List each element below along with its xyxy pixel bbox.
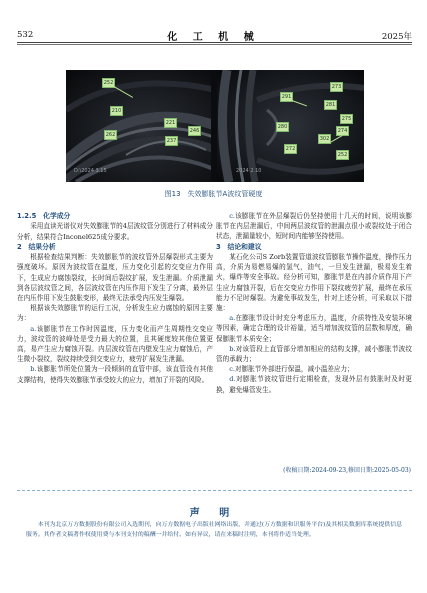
left-column [17, 211, 213, 385]
hardness-marker: 302 [319, 136, 330, 142]
list-label: c. [229, 365, 235, 374]
hardness-marker: 237 [166, 138, 177, 144]
list-label: c. [229, 212, 235, 220]
list-label: a. [229, 314, 236, 323]
hardness-marker: 281 [325, 102, 336, 108]
paragraph-analysis-a: 根据检查结果判断：失效膨胀节的波纹管外层爆裂形式主要为强度破坏。原因为波纹管在温度，压力变化引起的交变应力作用下，生成应力腐蚀裂纹，长时间后裂纹扩展，发生泄漏。介质泄漏到各层波纹管之间，各层波纹管在内压作用下发生了分离，最外层在内压作用下发生鼓胀变形，最终无法承受内压发生爆裂。 [17, 253, 213, 303]
hardness-marker: 252 [103, 80, 114, 86]
hardness-marker: 246 [189, 128, 200, 134]
paragraph-conclusion: 某石化公司S Zorb装置管道波纹管膨胀节操作温度，操作压力高，介质为易燃易爆的氢气，油气，一旦发生泄漏，极易发生着火，爆炸等安全事故。经分析可知，膨胀节是在内部介质作用下产生应力腐蚀开裂，后在交变应力作用下裂纹疲劳扩展，最终在承压能力不足时爆裂。为避免事故发生，针对上述分析，可采取以下措施： [216, 253, 412, 313]
list-item-c [216, 211, 412, 242]
photo-timestamp-right: 2024 2.10 [236, 168, 262, 174]
list-item-measure-a [216, 313, 412, 344]
notice-title: 声 明 [189, 508, 238, 519]
paragraph-chemical-composition: 采用直读光谱仪对失效膨胀节的4层波纹管分别进行了材料成分分析，结果符合Inconel625成分要求。 [17, 222, 213, 241]
section-divider [17, 490, 412, 491]
list-item-b [17, 364, 213, 384]
photo-timestamp-left: D:\2024 3.15 [74, 168, 107, 174]
section-heading-2: 2 结果分析 [17, 242, 56, 251]
journal-year: 2025年 [381, 32, 412, 42]
hardness-marker: 210 [111, 108, 122, 114]
hardness-marker: 252 [337, 152, 348, 158]
figure-hardness-photo [66, 70, 364, 182]
list-text: 该膨胀节在外层爆裂后仍坚持使用十几天的时间，说明该膨胀节在内层泄漏后，中间两层波纹管的泄漏点很小或裂纹处于闭合状态，泄漏量较小，短时间内能够坚持使用。 [216, 212, 412, 241]
hardness-marker: 272 [285, 146, 296, 152]
figure-caption: 图13 失效膨胀节A波纹管硬度 [164, 190, 263, 198]
list-text: 该膨胀节在工作时因温度，压力变化而产生周期性交变应力，波纹管的波峰处是受力最大的位置，且其硬度较其他位置更高，易产生应力腐蚀开裂。内层波纹管在内壁发生应力腐蚀后，产生微小裂纹，裂纹持续受到交变应力，疲劳扩展发生泄漏。 [17, 324, 213, 364]
section-heading-1-2-5: 1.2.5 化学成分 [17, 212, 71, 220]
hardness-marker: 221 [165, 120, 176, 126]
notice-body: 本刊为北京万方数据股份有限公司入选期刊，向万方数据电子出版社网络出版，并通过(万方数据和识服务平台)及其相关数据库系统提供信息服务。其作者文稿著作权使用费与本刊支付的稿酬一并给付。如有异议，请在来稿时注明，本刊将作适当处理。 [26, 522, 402, 538]
section-heading-3: 3 结论和建议 [216, 242, 262, 251]
hardness-marker: 275 [341, 116, 352, 122]
list-text: 对该管段上直管部分增加相应的结构支撑，减小膨胀节波纹管的承载力； [216, 344, 412, 364]
list-label: a. [30, 324, 37, 333]
right-column [216, 211, 412, 395]
hardness-marker: 280 [277, 124, 288, 130]
journal-title: 化 工 机 械 [167, 32, 260, 43]
list-label: b. [30, 365, 37, 374]
list-item-measure-b [216, 344, 412, 364]
list-label: d. [229, 375, 236, 384]
received-date: (收稿日期:2024-09-23,修回日期:2025-05-03) [283, 467, 411, 474]
list-text: 对膨胀节波纹管进行定期检查，发现外层有鼓胀时及时更换，避免爆管发生。 [216, 375, 412, 394]
list-item-measure-c [216, 364, 412, 374]
hardness-marker: 291 [281, 94, 292, 100]
hardness-marker: 274 [337, 128, 348, 134]
list-item-measure-d [216, 374, 412, 394]
page-number: 532 [17, 30, 34, 40]
list-item-a [17, 324, 213, 365]
hardness-marker: 262 [105, 132, 116, 138]
list-text: 在膨胀节设计时充分考虑压力，温度，介质特性及安装环境等因素，确定合理的设计裕量，适当增加波纹管的层数和厚度，确保膨胀节本质安全； [216, 314, 412, 343]
hardness-marker: 273 [331, 84, 342, 90]
header-rule-thin [17, 44, 412, 45]
header-rule [17, 42, 412, 43]
list-text: 对膨胀节外部进行保温，减小温差应力； [234, 365, 354, 374]
paragraph-analysis-b: 根据该失效膨胀节的运行工况，分析发生应力腐蚀的原因主要为： [17, 304, 213, 323]
list-text: 该膨胀节所处位置为一段倾斜的直管中部，该直管没有其他支撑结构，使得失效膨胀节承受较大的应力，增加了开裂的风险。 [17, 365, 213, 384]
list-label: b. [229, 344, 236, 353]
